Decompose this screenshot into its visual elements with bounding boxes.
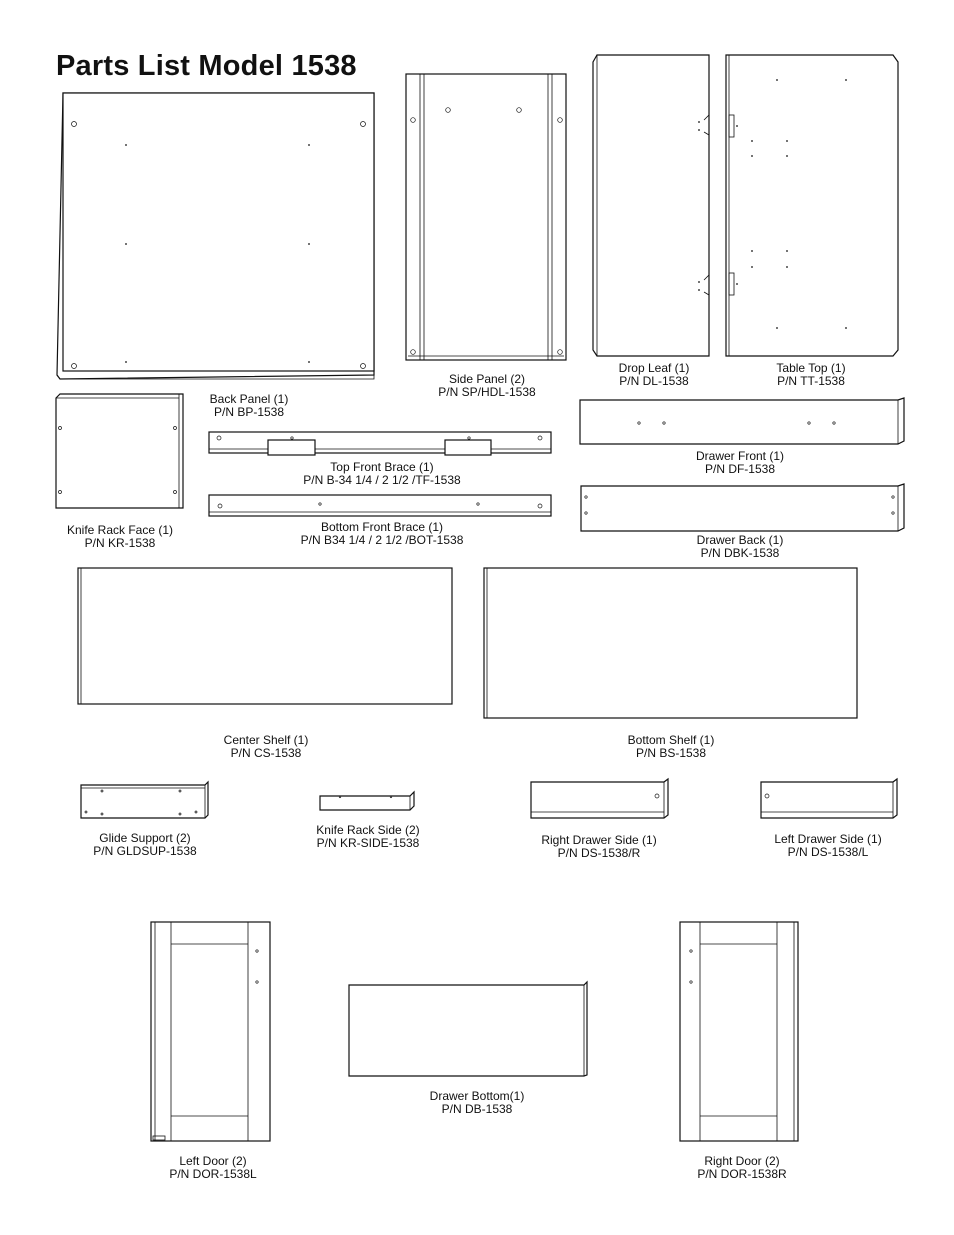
center-shelf-drawing — [78, 568, 452, 704]
part-name: Right Drawer Side (1) — [541, 833, 657, 847]
part-name: Knife Rack Face (1) — [66, 523, 174, 537]
left-door-drawing — [151, 922, 270, 1141]
part-name: Knife Rack Side (2) — [316, 823, 420, 837]
part-name: Drawer Front (1) — [695, 449, 785, 463]
part-label-drop-leaf — [619, 362, 690, 388]
drop-leaf-drawing — [593, 55, 709, 356]
part-label-right-door — [697, 1155, 786, 1181]
bottom-front-brace-drawing — [209, 495, 551, 516]
part-label-side-panel — [438, 373, 535, 399]
part-number: P/N BP-1538 — [213, 405, 285, 419]
part-name: Center Shelf (1) — [223, 733, 309, 747]
part-label-back-panel — [210, 393, 289, 419]
part-name: Bottom Front Brace (1) — [320, 520, 444, 534]
part-label-knife-rack-side — [316, 824, 419, 850]
knife-rack-face-drawing — [56, 394, 183, 508]
part-number: P/N DBK-1538 — [700, 546, 780, 560]
part-number: P/N DOR-1538L — [169, 1167, 257, 1181]
part-name: Glide Support (2) — [99, 831, 191, 845]
part-name: Right Door (2) — [704, 1154, 780, 1168]
part-number: P/N DF-1538 — [704, 462, 776, 476]
part-label-table-top — [776, 362, 845, 388]
page-title: Parts List Model 1538 — [56, 50, 357, 82]
part-number: P/N BS-1538 — [635, 746, 707, 760]
drawer-front-drawing — [580, 398, 904, 444]
part-label-top-front-brace — [303, 461, 460, 487]
part-label-right-drawer-side — [541, 834, 656, 860]
part-name: Drawer Bottom(1) — [429, 1089, 525, 1103]
right-drawer-side-drawing — [531, 779, 668, 818]
part-number: P/N DOR-1538R — [697, 1167, 787, 1181]
part-name: Side Panel (2) — [448, 372, 526, 386]
right-door-drawing — [680, 922, 798, 1141]
part-label-left-drawer-side — [774, 833, 881, 859]
part-label-drawer-back — [697, 534, 784, 560]
part-name: Table Top (1) — [776, 361, 846, 375]
part-name: Drop Leaf (1) — [618, 361, 690, 375]
part-name: Back Panel (1) — [209, 392, 289, 406]
part-number: P/N B-34 1/4 / 2 1/2 /TF-1538 — [303, 473, 461, 487]
part-label-bottom-shelf — [628, 734, 715, 760]
part-number: P/N DS-1538/L — [787, 845, 869, 859]
part-number: P/N KR-SIDE-1538 — [316, 836, 420, 850]
part-number: P/N GLDSUP-1538 — [93, 844, 197, 858]
side-panel-drawing — [406, 74, 566, 360]
part-number: P/N KR-1538 — [84, 536, 156, 550]
bottom-shelf-drawing — [484, 568, 857, 718]
part-name: Left Door (2) — [179, 1154, 247, 1168]
drawer-back-drawing — [581, 484, 904, 531]
part-name: Drawer Back (1) — [696, 533, 784, 547]
part-label-drawer-bottom — [430, 1090, 525, 1116]
part-label-drawer-front — [696, 450, 784, 476]
glide-support-drawing — [81, 782, 208, 818]
part-name: Top Front Brace (1) — [330, 460, 434, 474]
part-label-left-door — [169, 1155, 256, 1181]
left-drawer-side-drawing — [761, 779, 897, 818]
part-number: P/N SP/HDL-1538 — [438, 385, 536, 399]
part-label-knife-rack-face — [67, 524, 173, 550]
table-top-drawing — [726, 55, 898, 356]
part-number: P/N CS-1538 — [230, 746, 302, 760]
part-label-glide-support — [93, 832, 196, 858]
back-panel-drawing — [57, 93, 374, 379]
drawer-bottom-drawing — [349, 982, 587, 1076]
top-front-brace-drawing — [209, 432, 551, 455]
part-number: P/N TT-1538 — [777, 374, 845, 388]
knife-rack-side-drawing — [320, 792, 414, 810]
part-label-center-shelf — [224, 734, 309, 760]
part-name: Left Drawer Side (1) — [774, 832, 882, 846]
part-label-bottom-front-brace — [301, 521, 464, 547]
part-name: Bottom Shelf (1) — [627, 733, 715, 747]
part-number: P/N B34 1/4 / 2 1/2 /BOT-1538 — [300, 533, 464, 547]
part-number: P/N DB-1538 — [441, 1102, 513, 1116]
part-number: P/N DL-1538 — [619, 374, 689, 388]
part-number: P/N DS-1538/R — [557, 846, 641, 860]
